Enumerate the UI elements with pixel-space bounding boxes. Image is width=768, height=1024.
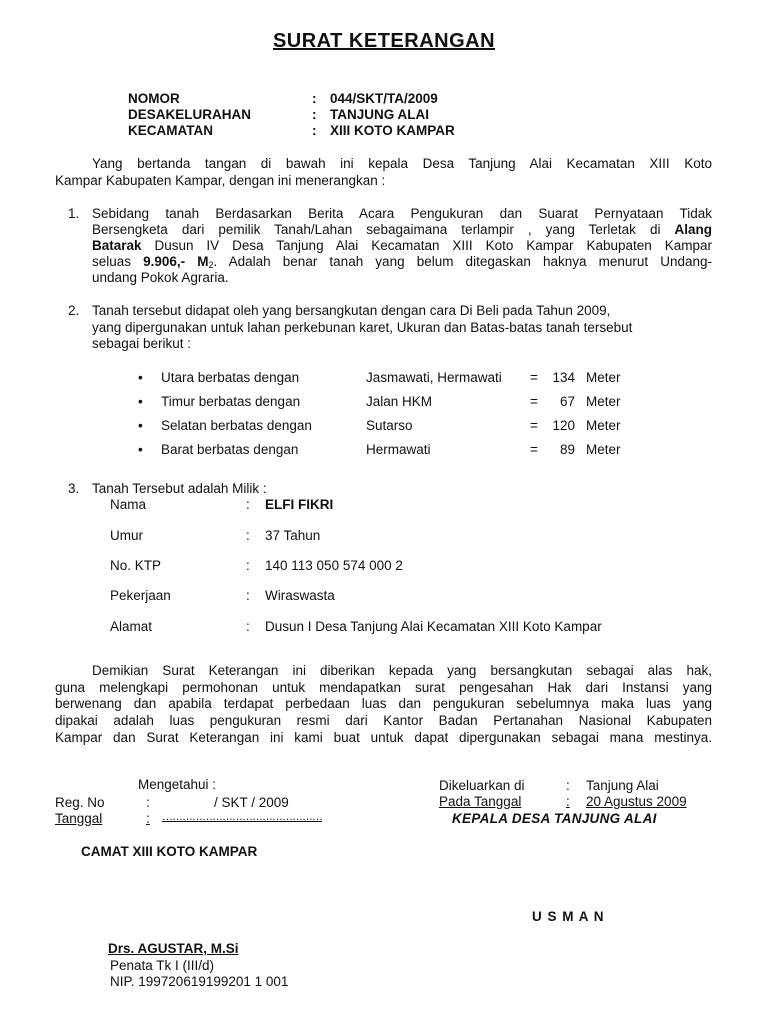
owner-label: No. KTP xyxy=(110,558,162,573)
point-2-line-1: Tanah tersebut didapat oleh yang bersangkutan dengan cara Di Beli pada Tahun 2009, xyxy=(92,303,611,318)
kepala-desa-name: U S M A N xyxy=(532,909,605,924)
boundary-unit: Meter xyxy=(586,418,621,433)
nomor-colon: : xyxy=(312,91,317,106)
camat-rank: Penata Tk I (III/d) xyxy=(110,958,215,973)
dikeluarkan-colon: : xyxy=(566,778,570,793)
kecamatan-value: XIII KOTO KAMPAR xyxy=(330,123,455,138)
kepala-desa-title: KEPALA DESA TANJUNG ALAI xyxy=(452,811,657,826)
land-area-value: 9.906,- M xyxy=(143,254,209,269)
point-1-line-2-text: Bersengketa dari pemilik Tanah/Lahan sebagaimana terlampir , yang Terletak di xyxy=(92,222,675,237)
reg-no-colon: : xyxy=(146,795,150,810)
point-1-line-2 xyxy=(92,222,712,237)
point-3-line-1: Tanah Tersebut adalah Milik : xyxy=(92,481,267,496)
boundary-party: Sutarso xyxy=(366,418,413,433)
point-2-line-2: yang dipergunakan untuk lahan perkebunan karet, Ukuran dan Batas-batas tanah tersebut xyxy=(92,320,633,335)
land-area-unit-subscript: 2 xyxy=(208,260,214,270)
point-1-line-1: Sebidang tanah Berdasarkan Berita Acara Pengukuran dan Suarat Pernyataan Tidak xyxy=(92,206,712,221)
closing-line-5: Kampar dan Surat Keterangan ini kami buat untuk dapat dipergunakan sebagai mana mestinya. xyxy=(55,730,712,745)
place-name-batarak: Batarak xyxy=(92,238,142,253)
owner-label: Nama xyxy=(110,497,147,512)
boundary-eq: = xyxy=(530,370,538,385)
kecamatan-label: KECAMATAN xyxy=(128,123,213,138)
bullet-icon: • xyxy=(138,442,143,457)
boundary-label: Timur berbatas dengan xyxy=(161,394,301,409)
boundary-unit: Meter xyxy=(586,370,621,385)
dikeluarkan-label: Dikeluarkan di xyxy=(439,778,525,793)
bullet-icon: • xyxy=(138,394,143,409)
owner-colon: : xyxy=(246,588,250,603)
tanggal-label: Tanggal xyxy=(55,811,103,826)
mengetahui-label: Mengetahui : xyxy=(138,777,217,792)
boundary-value: 89 xyxy=(559,442,575,457)
owner-colon: : xyxy=(246,558,250,573)
boundary-party: Jasmawati, Hermawati xyxy=(366,370,502,385)
owner-colon: : xyxy=(246,528,250,543)
kecamatan-colon: : xyxy=(312,123,317,138)
point-3-number: 3. xyxy=(68,481,80,496)
closing-line-1: Demikian Surat Keterangan ini diberikan kepada yang bersangkutan sebagai alas hak, xyxy=(92,663,712,678)
boundary-label: Barat berbatas dengan xyxy=(161,442,299,457)
owner-address: Dusun I Desa Tanjung Alai Kecamatan XIII Koto Kampar xyxy=(265,619,602,634)
reg-no-label: Reg. No xyxy=(55,795,105,810)
document-title: SURAT KETERANGAN xyxy=(272,30,496,52)
point-1-line-3-text: Dusun IV Desa Tanjung Alai Kecamatan XIII Koto Kampar Kabupaten Kampar xyxy=(141,238,712,253)
bullet-icon: • xyxy=(138,370,143,385)
tanggal-dots: ………………………………………… xyxy=(162,811,322,823)
tanggal-colon: : xyxy=(146,811,150,826)
boundary-value: 67 xyxy=(559,394,575,409)
dikeluarkan-value: Tanjung Alai xyxy=(586,778,659,793)
closing-line-4: dipakai adalah luas pengukuran resmi dari Kantor Badan Pertanahan Nasional Kabupaten xyxy=(55,713,712,728)
pada-tanggal-value: 20 Agustus 2009 xyxy=(586,794,687,809)
point-1-line-5: undang Pokok Agraria. xyxy=(92,270,229,285)
boundary-party: Jalan HKM xyxy=(366,394,433,409)
reg-no-value: / SKT / 2009 xyxy=(214,795,289,810)
owner-age: 37 Tahun xyxy=(265,528,321,543)
point-2-line-3: sebagai berikut : xyxy=(92,336,192,351)
place-name-alang: Alang xyxy=(674,222,712,237)
owner-name: ELFI FIKRI xyxy=(265,497,334,512)
owner-label: Umur xyxy=(110,528,143,543)
owner-colon: : xyxy=(246,619,250,634)
camat-title: CAMAT XIII KOTO KAMPAR xyxy=(81,844,258,859)
owner-label: Pekerjaan xyxy=(110,588,171,603)
boundary-unit: Meter xyxy=(586,442,621,457)
desa-label: DESAKELURAHAN xyxy=(128,107,252,122)
boundary-eq: = xyxy=(530,418,538,433)
closing-line-2: guna melengkapi permohonan untuk mendapatkan surat pengesahan Hak dari Instansi yang xyxy=(55,680,712,695)
point-1-number: 1. xyxy=(68,206,80,221)
point-1-line-4-post: . Adalah benar tanah yang belum ditegaskan haknya menurut Undang- xyxy=(213,254,713,269)
boundary-unit: Meter xyxy=(586,394,621,409)
pada-tanggal-colon: : xyxy=(566,794,570,809)
owner-ktp: 140 113 050 574 000 2 xyxy=(265,558,403,573)
point-1-line-4 xyxy=(92,254,712,270)
desa-value: TANJUNG ALAI xyxy=(330,107,429,122)
nomor-value: 044/SKT/TA/2009 xyxy=(330,91,438,106)
boundary-label: Selatan berbatas dengan xyxy=(161,418,312,433)
boundary-eq: = xyxy=(530,442,538,457)
owner-colon: : xyxy=(246,497,250,512)
pada-tanggal-label: Pada Tanggal xyxy=(439,794,522,809)
desa-colon: : xyxy=(312,107,317,122)
bullet-icon: • xyxy=(138,418,143,433)
point-1-line-3 xyxy=(92,238,712,253)
owner-label: Alamat xyxy=(110,619,153,634)
intro-line-2: Kampar Kabupaten Kampar, dengan ini menerangkan : xyxy=(55,173,386,188)
owner-job: Wiraswasta xyxy=(265,588,335,603)
boundary-party: Hermawati xyxy=(366,442,431,457)
boundary-value: 134 xyxy=(552,370,575,385)
boundary-eq: = xyxy=(530,394,538,409)
boundary-label: Utara berbatas dengan xyxy=(161,370,300,385)
closing-line-3: berwenang dan apabila terdapat perbedaan luas dan pengukuran sebelumnya maka luas yang xyxy=(55,696,712,711)
nomor-label: NOMOR xyxy=(128,91,180,106)
point-2-number: 2. xyxy=(68,303,80,318)
camat-nip: NIP. 199720619199201 1 001 xyxy=(110,974,289,989)
point-1-line-4-pre: seluas xyxy=(92,254,144,269)
intro-line-1: Yang bertanda tangan di bawah ini kepala Desa Tanjung Alai Kecamatan XIII Koto xyxy=(92,156,712,171)
boundary-value: 120 xyxy=(552,418,575,433)
camat-name: Drs. AGUSTAR, M.Si xyxy=(108,941,239,956)
